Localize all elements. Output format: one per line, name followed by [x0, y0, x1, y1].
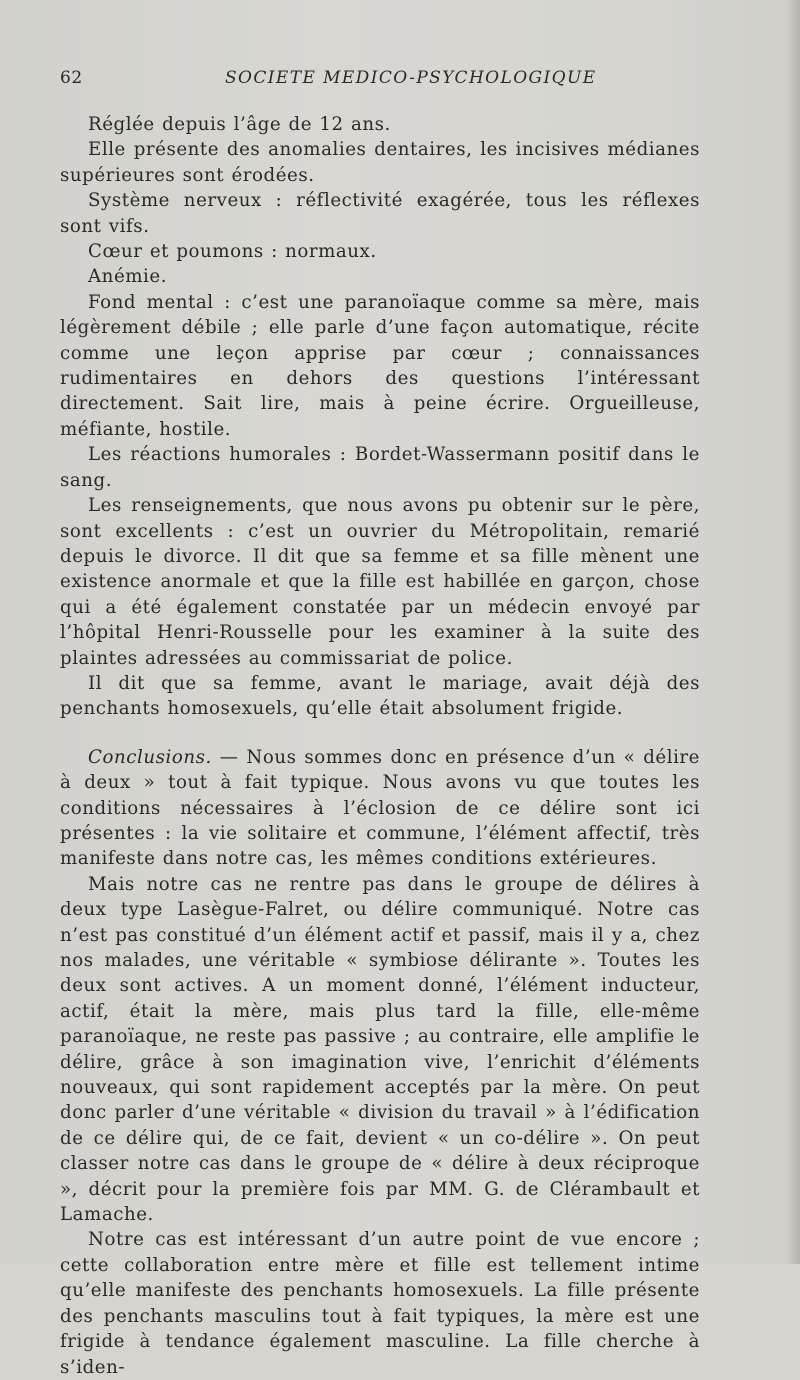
page-number: 62 [60, 68, 83, 88]
paragraph-conclusions [60, 745, 700, 872]
paragraph-heart-lungs: Cœur et poumons : normaux. [88, 241, 377, 263]
conclusions-heading: Conclusions. [88, 746, 212, 768]
page-header [60, 68, 760, 96]
section-gap [60, 722, 700, 745]
paragraph-nervous-system: Système nerveux : réflectivité exagérée, tous les réflexes sont vifs. [60, 190, 700, 237]
paragraph-symbiosis: Mais notre cas ne rentre pas dans le groupe de délires à deux type Lasègue-Falret, ou délire communiqué. Notre cas n’est pas constitué d’un élément actif et passif, mais il y a, chez nos malades, une véritable « symbiose délirante ». Toutes les deux sont actives. A un moment donné, l’élément inducteur, actif, était la mère, mais plus tard la fille, elle-même paranoïaque, ne reste pas passive ; au contraire, elle amplifie le délire, grâce à son imagination vive, l’enrichit d’éléments nouveaux, qui sont rapidement acceptés par la mère. On peut donc parler d’une véritable « division du travail » à l’édification de ce délire qui, de ce fait, devient « un co-délire ». On peut classer notre cas dans le groupe de « délire à deux réciproque », décrit pour la première fois par MM. G. de Clérambault et Lamache. [60, 873, 700, 1226]
paragraph-father-info: Les renseignements, que nous avons pu obtenir sur le père, sont excellents : c’est un ouvrier du Métropolitain, remarié depuis le divorce. Il dit que sa femme et sa fille mènent une existence anormale et que la fille est habillée en garçon, chose qui a été également constatée par un médecin envoyé par l’hôpital Henri-Rousselle pour les examiner à la suite des plaintes adressées au commissariat de police. [60, 495, 700, 669]
page-edge-shadow [786, 0, 800, 1264]
paragraph-anemia: Anémie. [88, 266, 168, 288]
paragraph-homosexual: Il dit que sa femme, avant le mariage, avait déjà des penchants homosexuels, qu’elle était absolument frigide. [60, 672, 700, 720]
paragraph-dental: Elle présente des anomalies dentaires, les incisives médianes supérieures sont érodées. [60, 139, 700, 186]
running-title: SOCIETE MEDICO-PSYCHOLOGIQUE [225, 68, 597, 88]
paragraph-menses: Réglée depuis l’âge de 12 ans. [88, 114, 391, 135]
paragraph-humoral: Les réactions humorales : Bordet-Wassermann positif dans le sang. [60, 444, 700, 491]
page-body [60, 112, 700, 1380]
paragraph-mental-state: Fond mental : c’est une paranoïaque comme sa mère, mais légèrement débile ; elle parle d’une façon automatique, récite comme une leçon apprise par cœur ; connaissances rudimentaires en dehors des questions l’intéressant directement. Sait lire, mais à peine écrire. Orgueilleuse, méfiante, hostile. [60, 291, 700, 440]
paragraph-collaboration: Notre cas est intéressant d’un autre point de vue encore ; cette collaboration entre mère et fille est tellement intime qu’elle manifeste des penchants homosexuels. La fille présente des penchants masculins tout à fait typiques, la mère est une frigide à tendance également masculine. La fille cherche à s’iden- [60, 1229, 700, 1378]
conclusions-text: — Nous sommes donc en présence d’un « délire à deux » tout à fait typique. Nous avons vu que toutes les conditions nécessaires à l’éclosion de ce délire sont ici présentes : la vie solitaire et commune, l’élément affectif, très manifeste dans notre cas, les mêmes conditions extérieures. [60, 746, 700, 870]
